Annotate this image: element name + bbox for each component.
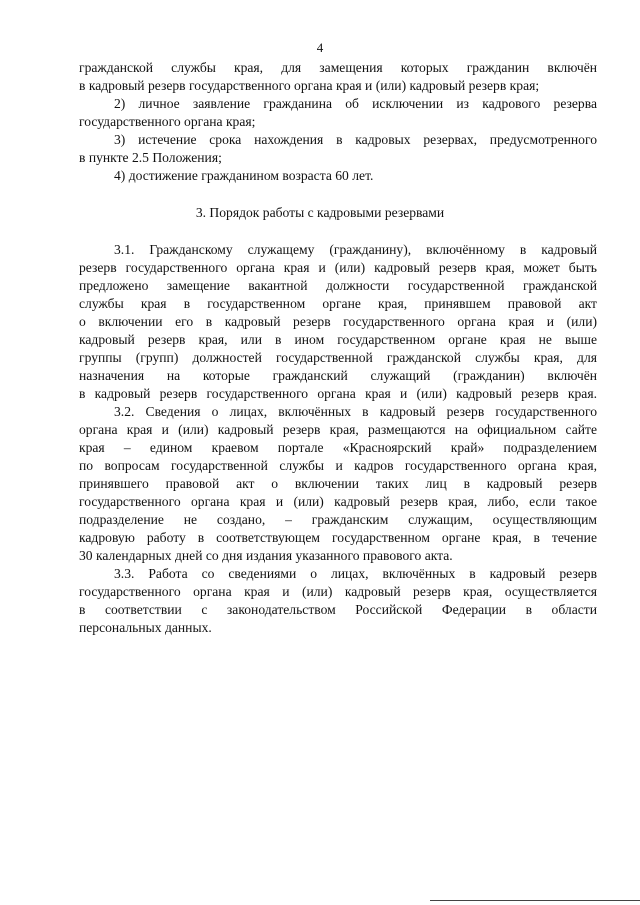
paragraph-3-2-line: органа края и (или) кадровый резерв края, размещаются на официальном сайте bbox=[79, 422, 597, 437]
list-item-4: 4) достижение гражданином возраста 60 лет. bbox=[114, 168, 374, 183]
paragraph-3-2-line: кадровую работу в соответствующем государственном органе края, в течение bbox=[79, 530, 597, 545]
paragraph-3-1-line: о включении его в кадровый резерв государственного органа края и (или) bbox=[79, 314, 597, 329]
text-line: в пункте 2.5 Положения; bbox=[79, 150, 222, 165]
section-heading: 3. Порядок работы с кадровыми резервами bbox=[195, 205, 445, 220]
list-item-2: 2) личное заявление гражданина об исключении из кадрового резерва bbox=[114, 96, 597, 111]
footer-rule bbox=[430, 900, 640, 901]
text-line: государственного органа края; bbox=[79, 114, 256, 129]
list-item-3: 3) истечение срока нахождения в кадровых резервах, предусмотренного bbox=[114, 132, 597, 147]
paragraph-3-1-line: предложено замещение вакантной должности государственной гражданской bbox=[79, 278, 597, 293]
paragraph-3-1-line: службы края в государственном органе края, принявшем правовой акт bbox=[79, 296, 597, 311]
paragraph-3-3-line: государственного органа края и (или) кадровый резерв края, осуществляется bbox=[79, 584, 597, 599]
paragraph-3-2-line: по вопросам государственной службы и кадров государственного органа края, bbox=[79, 458, 597, 473]
paragraph-3-1-line: резерв государственного органа края и (или) кадровый резерв края, может быть bbox=[79, 260, 597, 275]
paragraph-3-2-line: 30 календарных дней со дня издания указанного правового акта. bbox=[79, 548, 453, 563]
text-line: гражданской службы края, для замещения которых гражданин включён bbox=[79, 60, 597, 75]
paragraph-3-2-line: государственного органа края и (или) кадровый резерв края, либо, если такое bbox=[79, 494, 597, 509]
paragraph-3-1-line: в кадровый резерв государственного органа края и (или) кадровый резерв края. bbox=[79, 386, 597, 401]
paragraph-3-1-line: 3.1. Гражданскому служащему (гражданину), включённому в кадровый bbox=[114, 242, 597, 257]
paragraph-3-1-line: назначения на которые гражданский служащий (гражданин) включён bbox=[79, 368, 597, 383]
paragraph-3-2-line: принявшего правовой акт о включении таких лиц в кадровый резерв bbox=[79, 476, 597, 491]
paragraph-3-2-line: 3.2. Сведения о лицах, включённых в кадровый резерв государственного bbox=[114, 404, 597, 419]
paragraph-3-1-line: группы (групп) должностей государственной гражданской службы края, для bbox=[79, 350, 597, 365]
paragraph-3-3-line: 3.3. Работа со сведениями о лицах, включённых в кадровый резерв bbox=[114, 566, 597, 581]
paragraph-3-3-line: в соответствии с законодательством Российской Федерации в области bbox=[79, 602, 597, 617]
text-line: в кадровый резерв государственного органа края и (или) кадровый резерв края; bbox=[79, 78, 540, 93]
paragraph-3-2-line: края – едином краевом портале «Красноярский край» подразделением bbox=[79, 440, 597, 455]
page-number: 4 bbox=[316, 40, 324, 55]
paragraph-3-3-line: персональных данных. bbox=[79, 620, 212, 635]
paragraph-3-1-line: кадровый резерв края, или в ином государственном органе края не выше bbox=[79, 332, 597, 347]
paragraph-3-2-line: подразделение не создано, – гражданским служащим, осуществляющим bbox=[79, 512, 597, 527]
